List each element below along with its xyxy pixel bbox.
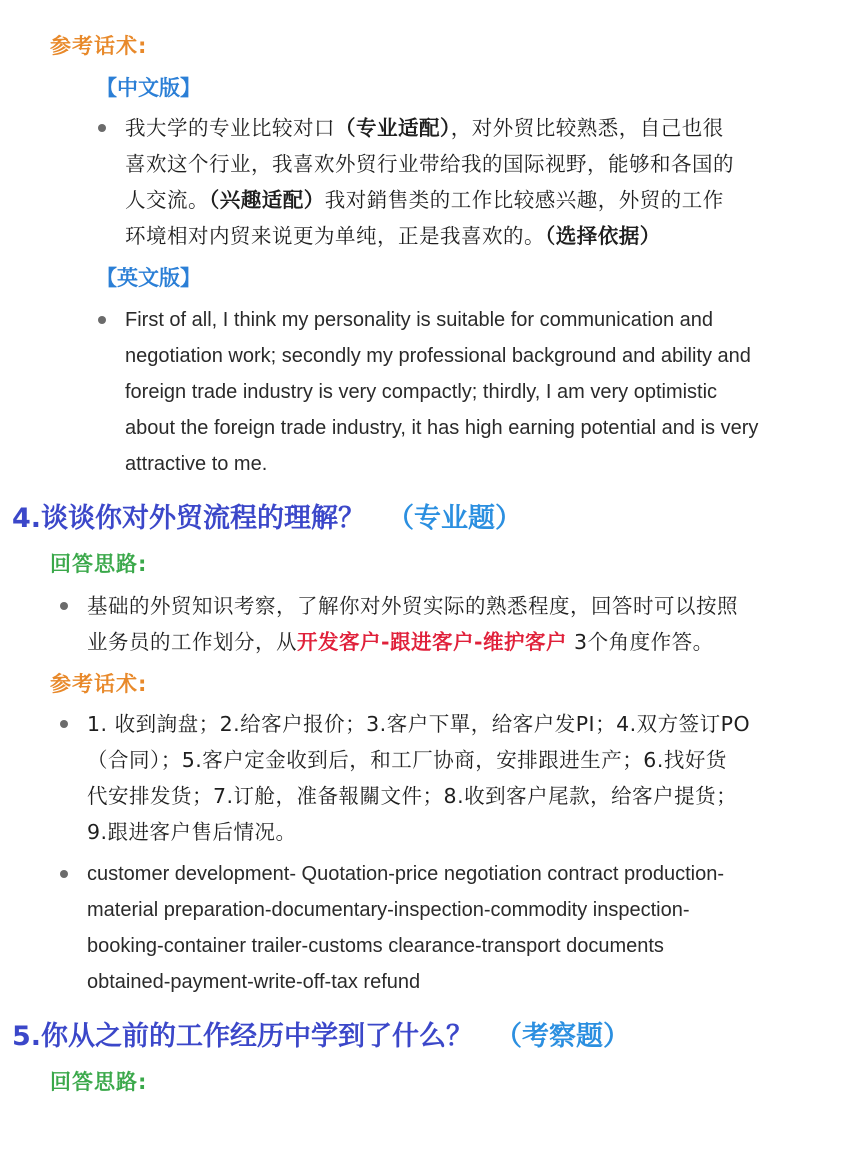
- reference-script-label: 参考话术:: [50, 672, 148, 696]
- text-line: 9.跟进客户售后情况。: [87, 820, 297, 844]
- chinese-version-label: 【中文版】: [96, 76, 201, 100]
- text-line: 喜欢这个行业，我喜欢外贸行业带给我的国际视野，能够和各国的: [125, 152, 734, 176]
- text-line: 我大学的专业比较对口（专业适配），对外贸比较熟悉，自己也很: [125, 116, 724, 140]
- text-line: 1. 收到詢盘；2.给客户报价；3.客户下單，给客户发PI；4.双方签订PO: [87, 712, 751, 736]
- bullet-icon: [60, 870, 68, 878]
- text-line: negotiation work; secondly my professional background and ability and: [125, 345, 751, 367]
- reference-script-label: 参考话术:: [50, 34, 148, 58]
- question-type-tag: （专业题）: [387, 503, 523, 534]
- bullet-icon: [98, 124, 106, 132]
- text-line: First of all, I think my personality is suitable for communication and: [125, 309, 714, 331]
- question-5-heading: 5.你从之前的工作经历中学到了什么？ （考察题）: [12, 1021, 631, 1052]
- text-line: 人交流。（兴趣适配）我对銷售类的工作比较感兴趣，外贸的工作: [125, 188, 724, 212]
- answer-idea-label: 回答思路:: [50, 552, 148, 576]
- english-version-label: 【英文版】: [96, 266, 201, 290]
- bullet-icon: [98, 316, 106, 324]
- answer-idea-label: 回答思路:: [50, 1070, 148, 1094]
- text-line: customer development- Quotation-price negotiation contract production-: [87, 863, 725, 885]
- text-line: 环境相对内贸来说更为单纯，正是我喜欢的。（选择依据）: [125, 224, 661, 248]
- text-line: foreign trade industry is very compactly; thirdly, I am very optimistic: [125, 381, 718, 403]
- question-type-tag: （考察题）: [495, 1021, 631, 1052]
- text-line: 业务员的工作划分，从开发客户-跟进客户-维护客户 3个角度作答。: [87, 630, 714, 654]
- question-4-heading: 4.谈谈你对外贸流程的理解？ （专业题）: [12, 503, 523, 534]
- highlight-text: 开发客户-跟进客户-维护客户: [297, 630, 568, 654]
- text-line: booking-container trailer-customs clearance-transport documents: [87, 935, 664, 957]
- text-line: 代安排发货；7.订舱，准备報關文件；8.收到客户尾款，给客户提货；: [87, 784, 738, 808]
- text-line: about the foreign trade industry, it has high earning potential and is very: [125, 417, 759, 439]
- bullet-icon: [60, 602, 68, 610]
- text-line: material preparation-documentary-inspection-commodity inspection-: [87, 899, 690, 921]
- text-line: attractive to me.: [125, 453, 268, 475]
- text-line: obtained-payment-write-off-tax refund: [87, 971, 421, 993]
- bullet-icon: [60, 720, 68, 728]
- text-line: （合同）；5.客户定金收到后，和工厂协商，安排跟进生产；6.找好货: [87, 748, 727, 772]
- text-line: 基础的外贸知识考察，了解你对外贸实际的熟悉程度，回答时可以按照: [87, 594, 738, 618]
